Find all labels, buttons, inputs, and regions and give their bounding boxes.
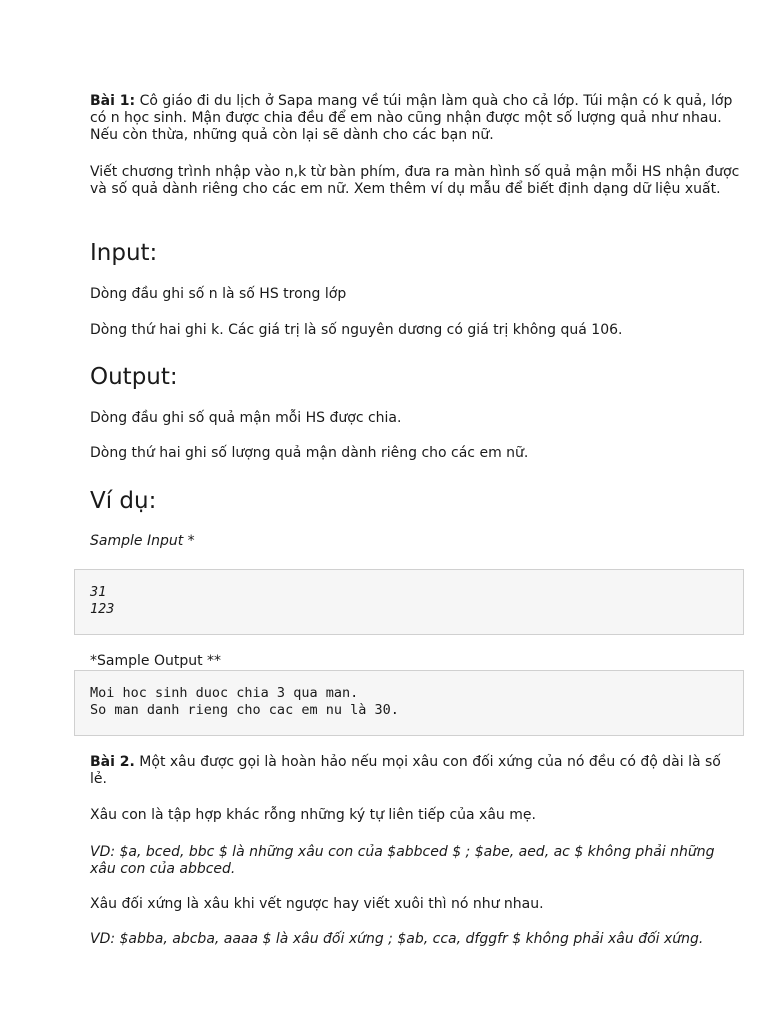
input-heading-block [90,240,740,266]
substring-example-block [90,844,740,878]
output-heading: Output: [90,364,178,390]
output-heading-block [90,364,740,390]
output-line-1: Dòng đầu ghi số quả mận mỗi HS được chia. [90,410,402,426]
input-line-2-block [90,322,740,339]
sample-input-label: Sample Input * [90,533,195,549]
palindrome-definition: Xâu đối xứng là xâu khi vết ngược hay viết xuôi thì nó như nhau. [90,896,544,912]
input-heading: Input: [90,240,158,266]
example-heading-block [90,488,740,514]
substring-example: VD: $a, bced, bbc $ là những xâu con của $abbced $ ; $abe, aed, ac $ không phải những xâu con của abbced. [90,844,715,877]
palindrome-example: VD: $abba, abcba, aaaa $ là xâu đối xứng ; $ab, cca, dfggfr $ không phải xâu đối xứng. [90,931,704,947]
sample-output-code: Moi hoc sinh duoc chia 3 qua man. So man danh rieng cho cac em nu là 30. [74,670,744,736]
input-line-2: Dòng thứ hai ghi k. Các giá trị là số nguyên dương có giá trị không quá 106. [90,322,623,338]
problem2-text: Một xâu được gọi là hoàn hảo nếu mọi xâu con đối xứng của nó đều có độ dài là số lẻ. [90,754,721,787]
problem1-task-text: Viết chương trình nhập vào n,k từ bàn phím, đưa ra màn hình số quả mận mỗi HS nhận được và số quả dành riêng cho các em nữ. Xem thêm ví dụ mẫu để biết định dạng dữ liệu xuất. [90,164,740,197]
substring-definition-block [90,807,740,824]
palindrome-definition-block [90,896,740,913]
output-line-1-block [90,410,740,427]
sample-output-label: *Sample Output ** [90,653,222,669]
input-line-1-block [90,286,740,303]
sample-output-label-block [90,653,740,670]
problem1-text: Cô giáo đi du lịch ở Sapa mang về túi mận làm quà cho cả lớp. Túi mận có k quả, lớp có n học sinh. Mận được chia đều để em nào cũng nhận được một số lượng quả như nhau. Nếu còn thừa, những quả còn lại sẽ dành cho các bạn nữ. [90,93,733,143]
output-line-2-block [90,445,740,462]
problem1-label: Bài 1: [90,93,136,109]
sample-input-code: 31 123 [74,569,744,635]
problem2-statement [90,754,740,788]
example-heading: Ví dụ: [90,488,157,514]
output-line-2: Dòng thứ hai ghi số lượng quả mận dành riêng cho các em nữ. [90,445,529,461]
substring-definition: Xâu con là tập hợp khác rỗng những ký tự liên tiếp của xâu mẹ. [90,807,536,823]
problem1-task [90,164,740,198]
input-line-1: Dòng đầu ghi số n là số HS trong lớp [90,286,347,302]
palindrome-example-block [90,931,740,948]
sample-input-label-block [90,533,740,550]
problem2-label: Bài 2. [90,754,135,770]
problem1-statement [90,93,740,144]
